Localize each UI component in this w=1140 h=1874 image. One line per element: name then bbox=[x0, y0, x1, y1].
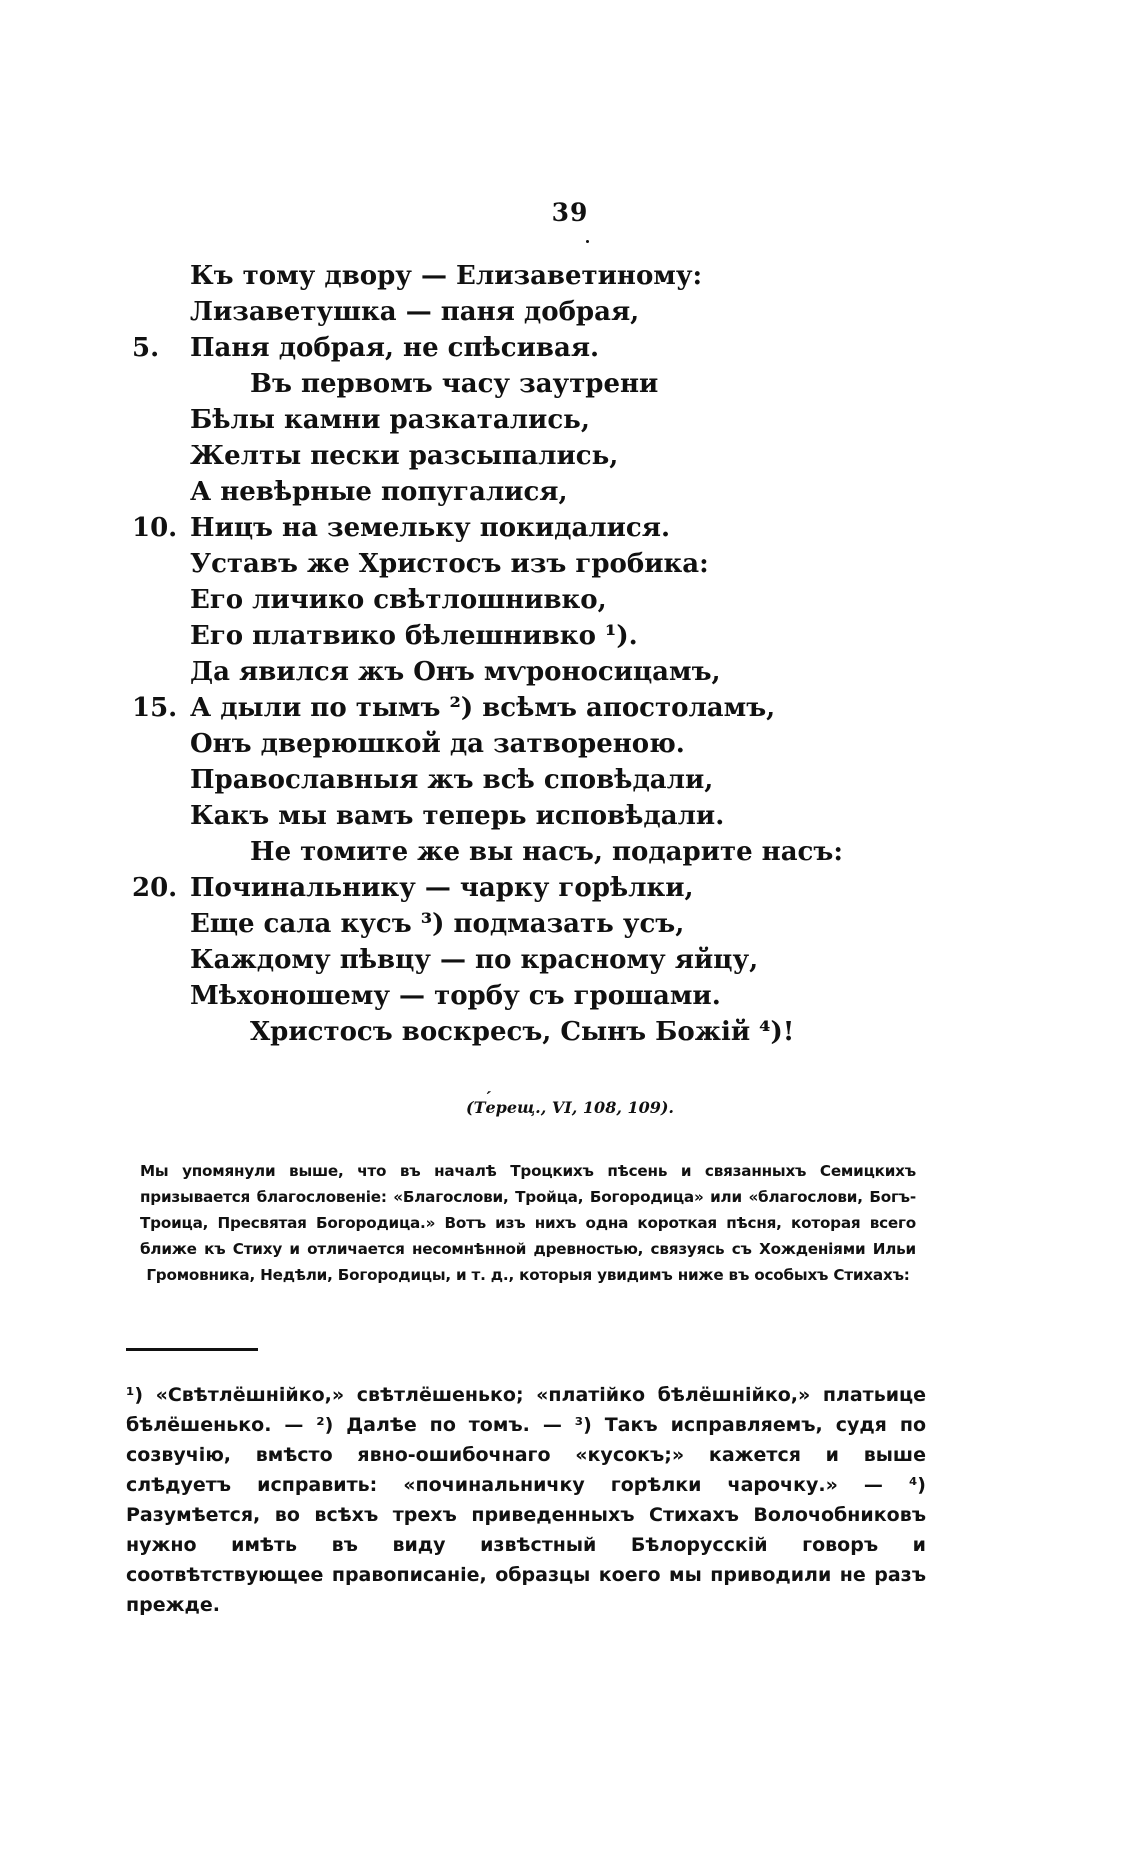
source-citation: (Терещ., VI, 108, 109). bbox=[466, 1098, 674, 1117]
verse-line bbox=[0, 942, 1140, 978]
verse-line-text: Желты пески разсыпались, bbox=[190, 441, 619, 471]
verse-line bbox=[0, 618, 1140, 654]
footnotes: ¹) «Свѣтлёшнійко,» свѣтлёшенько; «платійко бѣлёшнійко,» платьице бѣлёшенько. — ²) Далѣе по томъ. — ³) Такъ исправляемъ, судя по созвучію, вмѣсто явно-ошибочнаго «кусокъ;» кажется и выше слѣдуетъ исправить: «починальничку горѣлки чарочку.» — ⁴) Разумѣется, во всѣхъ трехъ приведенныхъ Стихахъ Волочобниковъ нужно имѣть въ виду извѣстный Бѣлорусскій говоръ и соотвѣтствующее правописаніе, образцы коего мы приводили не разъ прежде. bbox=[126, 1384, 926, 1616]
verse-line bbox=[0, 510, 1140, 546]
footnote-divider bbox=[126, 1348, 258, 1351]
verse-line bbox=[0, 402, 1140, 438]
verse-line-text: Христосъ воскресъ, Сынъ Божій ⁴)! bbox=[250, 1017, 795, 1047]
verse-line-text: Онъ дверюшкой да затвореною. bbox=[190, 729, 685, 759]
verse-line-text: А невѣрные попугалися, bbox=[190, 477, 568, 507]
verse-line-number: 15. bbox=[132, 693, 178, 723]
verse-line-number: 5. bbox=[132, 333, 160, 363]
verse-line bbox=[0, 654, 1140, 690]
verse-line bbox=[0, 330, 1140, 366]
verse-line-text: Каждому пѣвцу — по красному яйцу, bbox=[190, 945, 759, 975]
verse-line-text: Паня добрая, не спѣсивая. bbox=[190, 333, 600, 363]
verse-line-text: Ницъ на земельку покидалися. bbox=[190, 513, 671, 543]
verse-line-text: Не томите же вы насъ, подарите насъ: bbox=[250, 837, 843, 867]
verse-line-number: 20. bbox=[132, 873, 178, 903]
verse-line bbox=[0, 870, 1140, 906]
verse-line bbox=[0, 438, 1140, 474]
verse-line-text: Православныя жъ всѣ сповѣдали, bbox=[190, 765, 714, 795]
verse-line-text: Еще сала кусъ ³) подмазать усъ, bbox=[190, 909, 685, 939]
verse-line-text: Въ первомъ часу заутрени bbox=[250, 369, 659, 399]
page-number: 39 bbox=[551, 198, 589, 227]
print-mark: ˏ bbox=[486, 1074, 492, 1095]
verse-line-text: Его платвико бѣлешнивко ¹). bbox=[190, 621, 638, 651]
verse-line bbox=[0, 546, 1140, 582]
verse-line bbox=[0, 798, 1140, 834]
verse-line bbox=[0, 366, 1140, 402]
verse-line-text: Лизаветушка — паня добрая, bbox=[190, 297, 640, 327]
verse-line bbox=[0, 834, 1140, 870]
verse-line-text: Бѣлы камни разкатались, bbox=[190, 405, 590, 435]
verse-line-text: Уставъ же Христосъ изъ гробика: bbox=[190, 549, 709, 579]
prose-paragraph: Мы упомянули выше, что въ началѣ Троцкихъ пѣсень и связанныхъ Семицкихъ призывается благословеніе: «Благослови, Тройца, Богородица» или «благослови, Богъ-Троица, Пресвятая Богородица.» Вотъ изъ нихъ одна короткая пѣсня, которая всего ближе къ Стиху и отличается несомнѣнной древностью, связуясь съ Хожденіями Ильи Громовника, Недѣли, Богородицы, и т. д., которыя увидимъ ниже въ особыхъ Стихахъ: bbox=[140, 1162, 916, 1284]
verse-line-number: 10. bbox=[132, 513, 178, 543]
verse-line-text: Мѣхоношему — торбу съ грошами. bbox=[190, 981, 721, 1011]
print-speck bbox=[586, 240, 589, 243]
verse-line-text: Какъ мы вамъ теперь исповѣдали. bbox=[190, 801, 725, 831]
verse-line bbox=[0, 978, 1140, 1014]
verse-line bbox=[0, 906, 1140, 942]
verse-line-text: А дыли по тымъ ²) всѣмъ апостоламъ, bbox=[190, 693, 776, 723]
verse-line-text: Да явился жъ Онъ мѵроносицамъ, bbox=[190, 657, 721, 687]
verse-line-text: Его личико свѣтлошнивко, bbox=[190, 585, 607, 615]
verse-line bbox=[0, 582, 1140, 618]
verse-block bbox=[0, 258, 1140, 1050]
verse-line bbox=[0, 258, 1140, 294]
verse-line bbox=[0, 762, 1140, 798]
verse-line bbox=[0, 726, 1140, 762]
verse-line-text: Починальнику — чарку горѣлки, bbox=[190, 873, 694, 903]
verse-line bbox=[0, 1014, 1140, 1050]
verse-line bbox=[0, 474, 1140, 510]
verse-line-text: Къ тому двору — Елизаветиному: bbox=[190, 261, 703, 291]
verse-line bbox=[0, 294, 1140, 330]
verse-line bbox=[0, 690, 1140, 726]
